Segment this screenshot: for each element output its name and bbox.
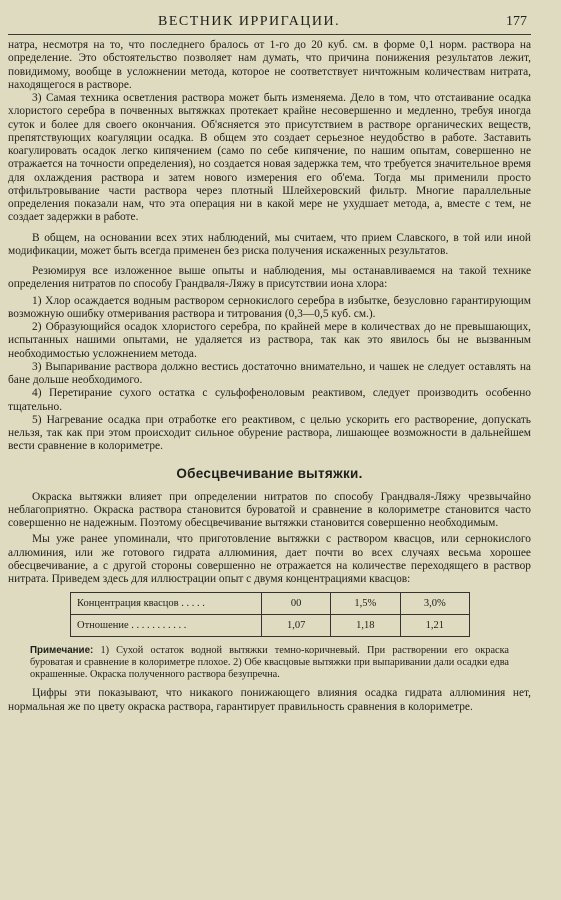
data-table — [70, 592, 470, 637]
table-cell: 1,07 — [262, 615, 331, 637]
paragraph: 3) Самая техника осветления раствора может быть изменяема. Дело в том, что отстаивание осадка хлористого серебра в почвенных вытяжках протекает крайне несовершенно и медленно, требуя иногда суток и более для своего окончания. Об'ясняется это присутствием в растворе органических веществ, препятствующих коагуляции осадка. В общем это создает серьезное неудобство в работе. Заставить коагулировать осадок легко кипячением (само по себе кипячение, по нашим опытам, совершенно не отражается на точности определения), но создается новая задержка тем, что требуется значительное время для охлаждения раствора и затем нового измерения его об'ема. Тогда мы применили просто отфильтровывание части раствора через плотный Шлейхеровский фильтр. Многие параллельные определения показали нам, что эта операция ни в какой мере не ухудшает метода, а, вместе с тем, не создает задержки в работе. — [8, 92, 531, 224]
table-cell: 1,5% — [331, 593, 400, 615]
table-cell: 3,0% — [400, 593, 469, 615]
table-cell: Отношение . . . . . . . . . . . — [71, 615, 262, 637]
list-item: 4) Перетирание сухого остатка с сульфофеноловым реактивом, следует производить особенно тщательно. — [8, 387, 531, 413]
paragraph: Окраска вытяжки влияет при определении нитратов по способу Грандваля-Ляжу чрезвычайно неблагоприятно. Окраска раствора становится буроватой и сравнение в колориметре становится часто совершенно не надежным. Поэтому обесцвечивание вытяжки становится совершенно необходимым. — [8, 490, 531, 529]
journal-title: ВЕСТНИК ИРРИГАЦИИ. — [158, 14, 341, 29]
footnote-lead: Примечание: — [30, 645, 94, 657]
table-row — [71, 615, 470, 637]
list-item: 3) Выпаривание раствора должно вестись достаточно внимательно, и чашек не следует оставлять на бане дольше необходимого. — [8, 360, 531, 386]
paragraph: В общем, на основании всех этих наблюдений, мы считаем, что прием Славского, в той или иной модификации, может быть всегда применен без риска получения искаженных результатов. — [8, 231, 531, 257]
list-item: 2) Образующийся осадок хлористого серебра, по крайней мере в количествах до не превышающих, испытанных нашими опытами, не удаляется из раствора, так как это явилось бы не вызванным необходимостью усложнением метода. — [8, 321, 531, 360]
table-cell: 00 — [262, 593, 331, 615]
page-number: 177 — [506, 14, 527, 29]
footnote-text: 1) Сухой остаток водной вытяжки темно-коричневый. При растворении его окраска буроватая и сравнение в колориметре плохое. 2) Обе квасцовые вытяжки при выпаривании дали осадки едва окрашенные. Окраска полученного раствора безупречна. — [30, 645, 510, 681]
section-heading: Обесцвечивание вытяжки. — [176, 465, 363, 481]
running-head — [8, 10, 531, 35]
paragraph: Цифры эти показывают, что никакого понижающего влияния осадка гидрата аллюминия нет, нормальная же по цвету окраска раствора, гарантирует правильность сравнения в колориметре. — [8, 687, 531, 713]
table-cell: 1,18 — [331, 615, 400, 637]
paragraph: Резюмируя все изложенное выше опыты и наблюдения, мы останавливаемся на такой технике определения нитратов по способу Грандваля-Ляжу в присутствии иона хлора: — [8, 265, 531, 291]
table-row — [71, 593, 470, 615]
paragraph: Мы уже ранее упоминали, что приготовление вытяжки с раствором квасцов, или сернокислого аллюминия, или же готового гидрата аллюминия, дает почти во всех случаях весьма хорошее обесцвечивание, а с другой стороны совершенно не отражается на количестве переходящего в раствор нитрата. Приведем здесь для иллюстрации опыт с двумя концентрациями квасцов: — [8, 533, 531, 585]
footnote — [30, 645, 509, 681]
article-body — [8, 35, 531, 714]
list-item: 1) Хлор осаждается водным раствором сернокислого серебра в избытке, безусловно гарантирующим возможную ошибку отмеривания раствора и титрования (0,3—0,5 куб. см.). — [8, 294, 531, 320]
paragraph: натра, несмотря на то, что последнего бралось от 1-го до 20 куб. см. в форме 0,1 норм. раствора на определение. Это обстоятельство позволяет нам думать, что причина понижения результатов лежит, повидимому, вообще в усложнении метода, которое не соответствует ничтожным количествам нитрата, находящегося в растворе. — [8, 39, 531, 91]
table-cell: 1,21 — [400, 615, 469, 637]
list-item: 5) Нагревание осадка при отработке его реактивом, с целью ускорить его растворение, допускать нельзя, так как при этом происходит сильное обурение раствора, лишающее возможности в дальнейшем вести сравнение в колориметре. — [8, 413, 531, 453]
table-cell: Концентрация квасцов . . . . . — [71, 593, 262, 615]
